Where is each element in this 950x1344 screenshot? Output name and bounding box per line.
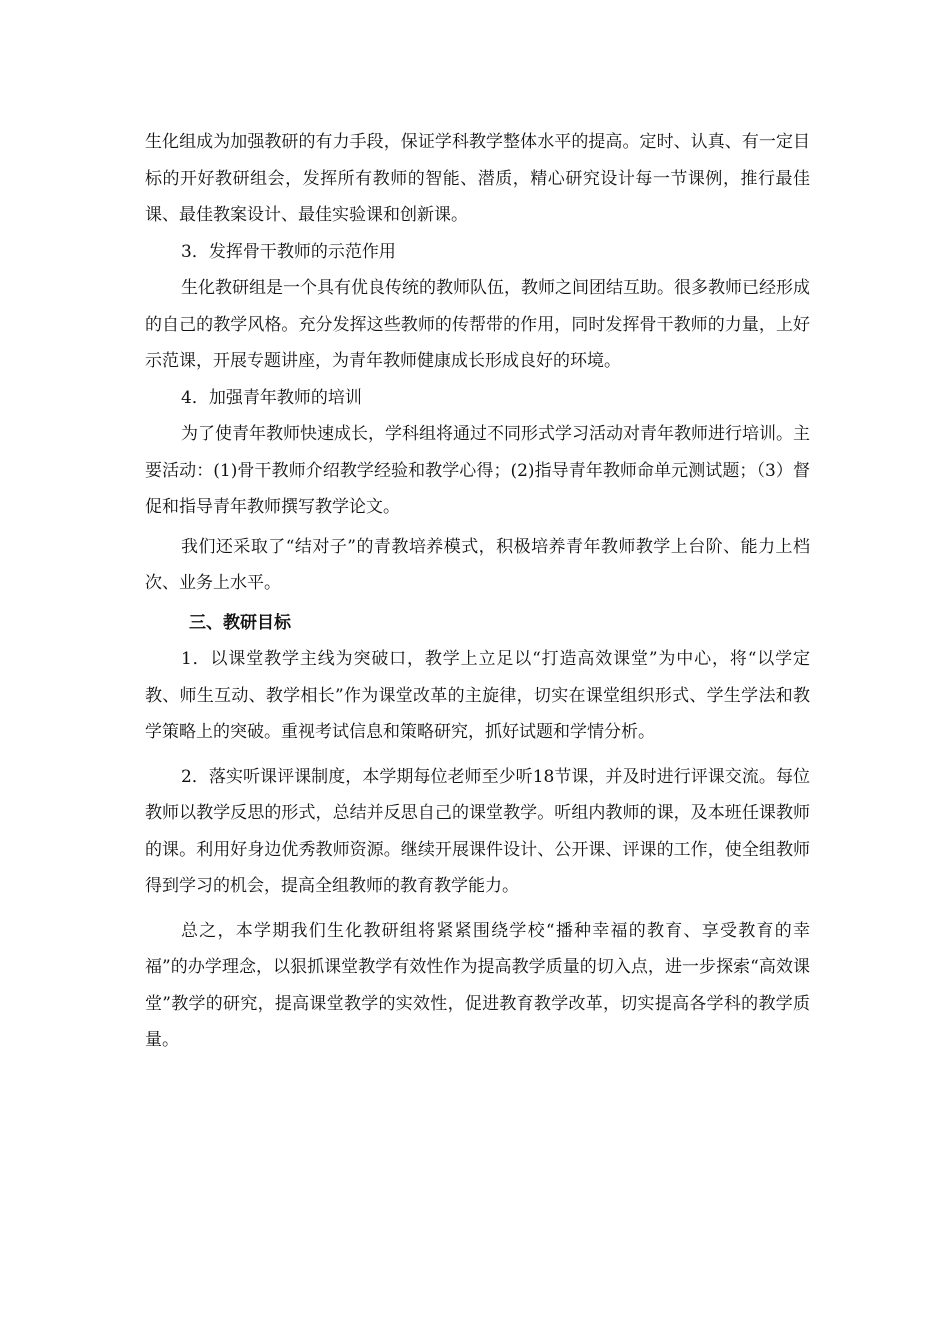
document-body (145, 124, 810, 1059)
section-heading-research-goals: 三、教研目标 (189, 612, 291, 633)
paragraph-backbone-teachers: 生化教研组是一个具有优良传统的教师队伍，教师之间团结互助。很多教师已经形成的自己的教学风格。充分发挥这些教师的传帮带的作用，同时发挥骨干教师的力量，上好示范课，开展专题讲座，为青年教师健康成长形成良好的环境。 (145, 278, 810, 371)
subheading-young-teacher-training: 4．加强青年教师的培训 (181, 387, 362, 408)
paragraph-research-means: 生化组成为加强教研的有力手段，保证学科教学整体水平的提高。定时、认真、有一定目标的开好教研组会，发挥所有教师的智能、潜质，精心研究设计每一节课例，推行最佳课、最佳教案设计、最佳实验课和创新课。 (145, 132, 810, 225)
paragraph-pairing-mode: 我们还采取了“结对子”的青教培养模式，积极培养青年教师教学上台阶、能力上档次、业务上水平。 (145, 536, 810, 593)
paragraph-goal-2: 2．落实听课评课制度，本学期每位老师至少听18节课，并及时进行评课交流。每位教师以教学反思的形式，总结并反思自己的课堂教学。听组内教师的课，及本班任课教师的课。利用好身边优秀教师资源。继续开展课件设计、公开课、评课的工作，使全组教师得到学习的机会，提高全组教师的教育教学能力。 (145, 766, 810, 896)
paragraph-summary: 总之，本学期我们生化教研组将紧紧围绕学校“播种幸福的教育、享受教育的幸福”的办学理念，以狠抓课堂教学有效性作为提高教学质量的切入点，进一步探索“高效课堂”教学的研究，提高课堂教学的实效性，促进教育教学改革，切实提高各学科的教学质量。 (145, 920, 810, 1050)
paragraph-young-teacher-training: 为了使青年教师快速成长，学科组将通过不同形式学习活动对青年教师进行培训。主要活动：(1)骨干教师介绍教学经验和教学心得；(2)指导青年教师命单元测试题；（3）督促和指导青年教师撰写教学论文。 (145, 424, 810, 517)
paragraph-goal-1: 1．以课堂教学主线为突破口，教学上立足以“打造高效课堂”为中心，将“以学定教、师生互动、教学相长”作为课堂改革的主旋律，切实在课堂组织形式、学生学法和教学策略上的突破。重视考试信息和策略研究，抓好试题和学情分析。 (145, 649, 810, 742)
subheading-backbone-teachers: 3．发挥骨干教师的示范作用 (181, 241, 396, 262)
